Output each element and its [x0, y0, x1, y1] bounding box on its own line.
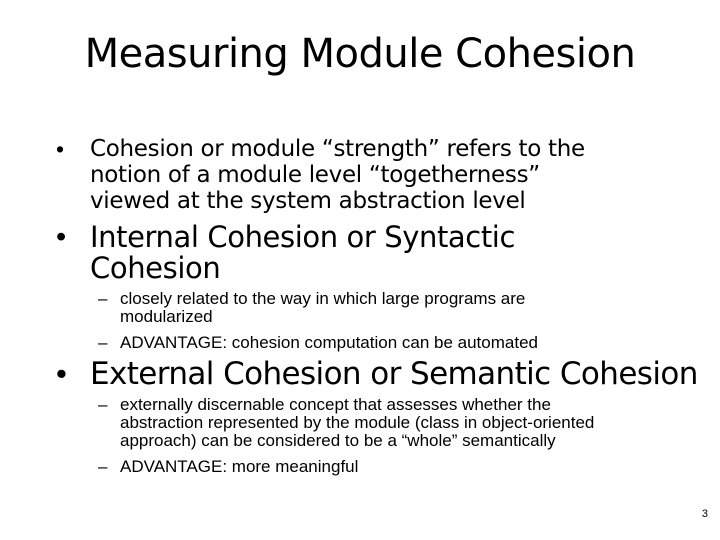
- subpoint-text: ADVANTAGE: cohesion computation can be automated: [120, 333, 538, 352]
- subpoint-marker: –: [98, 395, 108, 414]
- bullet-marker: •: [56, 221, 66, 253]
- subpoint-marker: –: [98, 457, 108, 476]
- slide-title: Measuring Module Cohesion: [84, 31, 636, 77]
- subpoint-marker: –: [98, 333, 108, 352]
- subpoint-text: externally discernable concept that assesses whether the abstraction represented by the module (class in object-oriented approach) can be considered to be a “whole” semantically: [120, 395, 595, 450]
- subpoint-marker: –: [98, 289, 108, 308]
- bullet-marker: •: [56, 136, 64, 162]
- bullet-text: Cohesion or module “strength” refers to the notion of a module level “togetherness” viewed at the system abstraction level: [90, 136, 585, 214]
- subpoint-text: ADVANTAGE: more meaningful: [120, 457, 359, 476]
- bullet-text: Internal Cohesion or Syntactic Cohesion: [90, 220, 515, 285]
- bullet-text: External Cohesion or Semantic Cohesion: [90, 356, 698, 392]
- subpoint-text: closely related to the way in which large programs are modularized: [120, 289, 526, 326]
- bullet-marker: •: [56, 356, 67, 391]
- page-number: 3: [701, 508, 708, 520]
